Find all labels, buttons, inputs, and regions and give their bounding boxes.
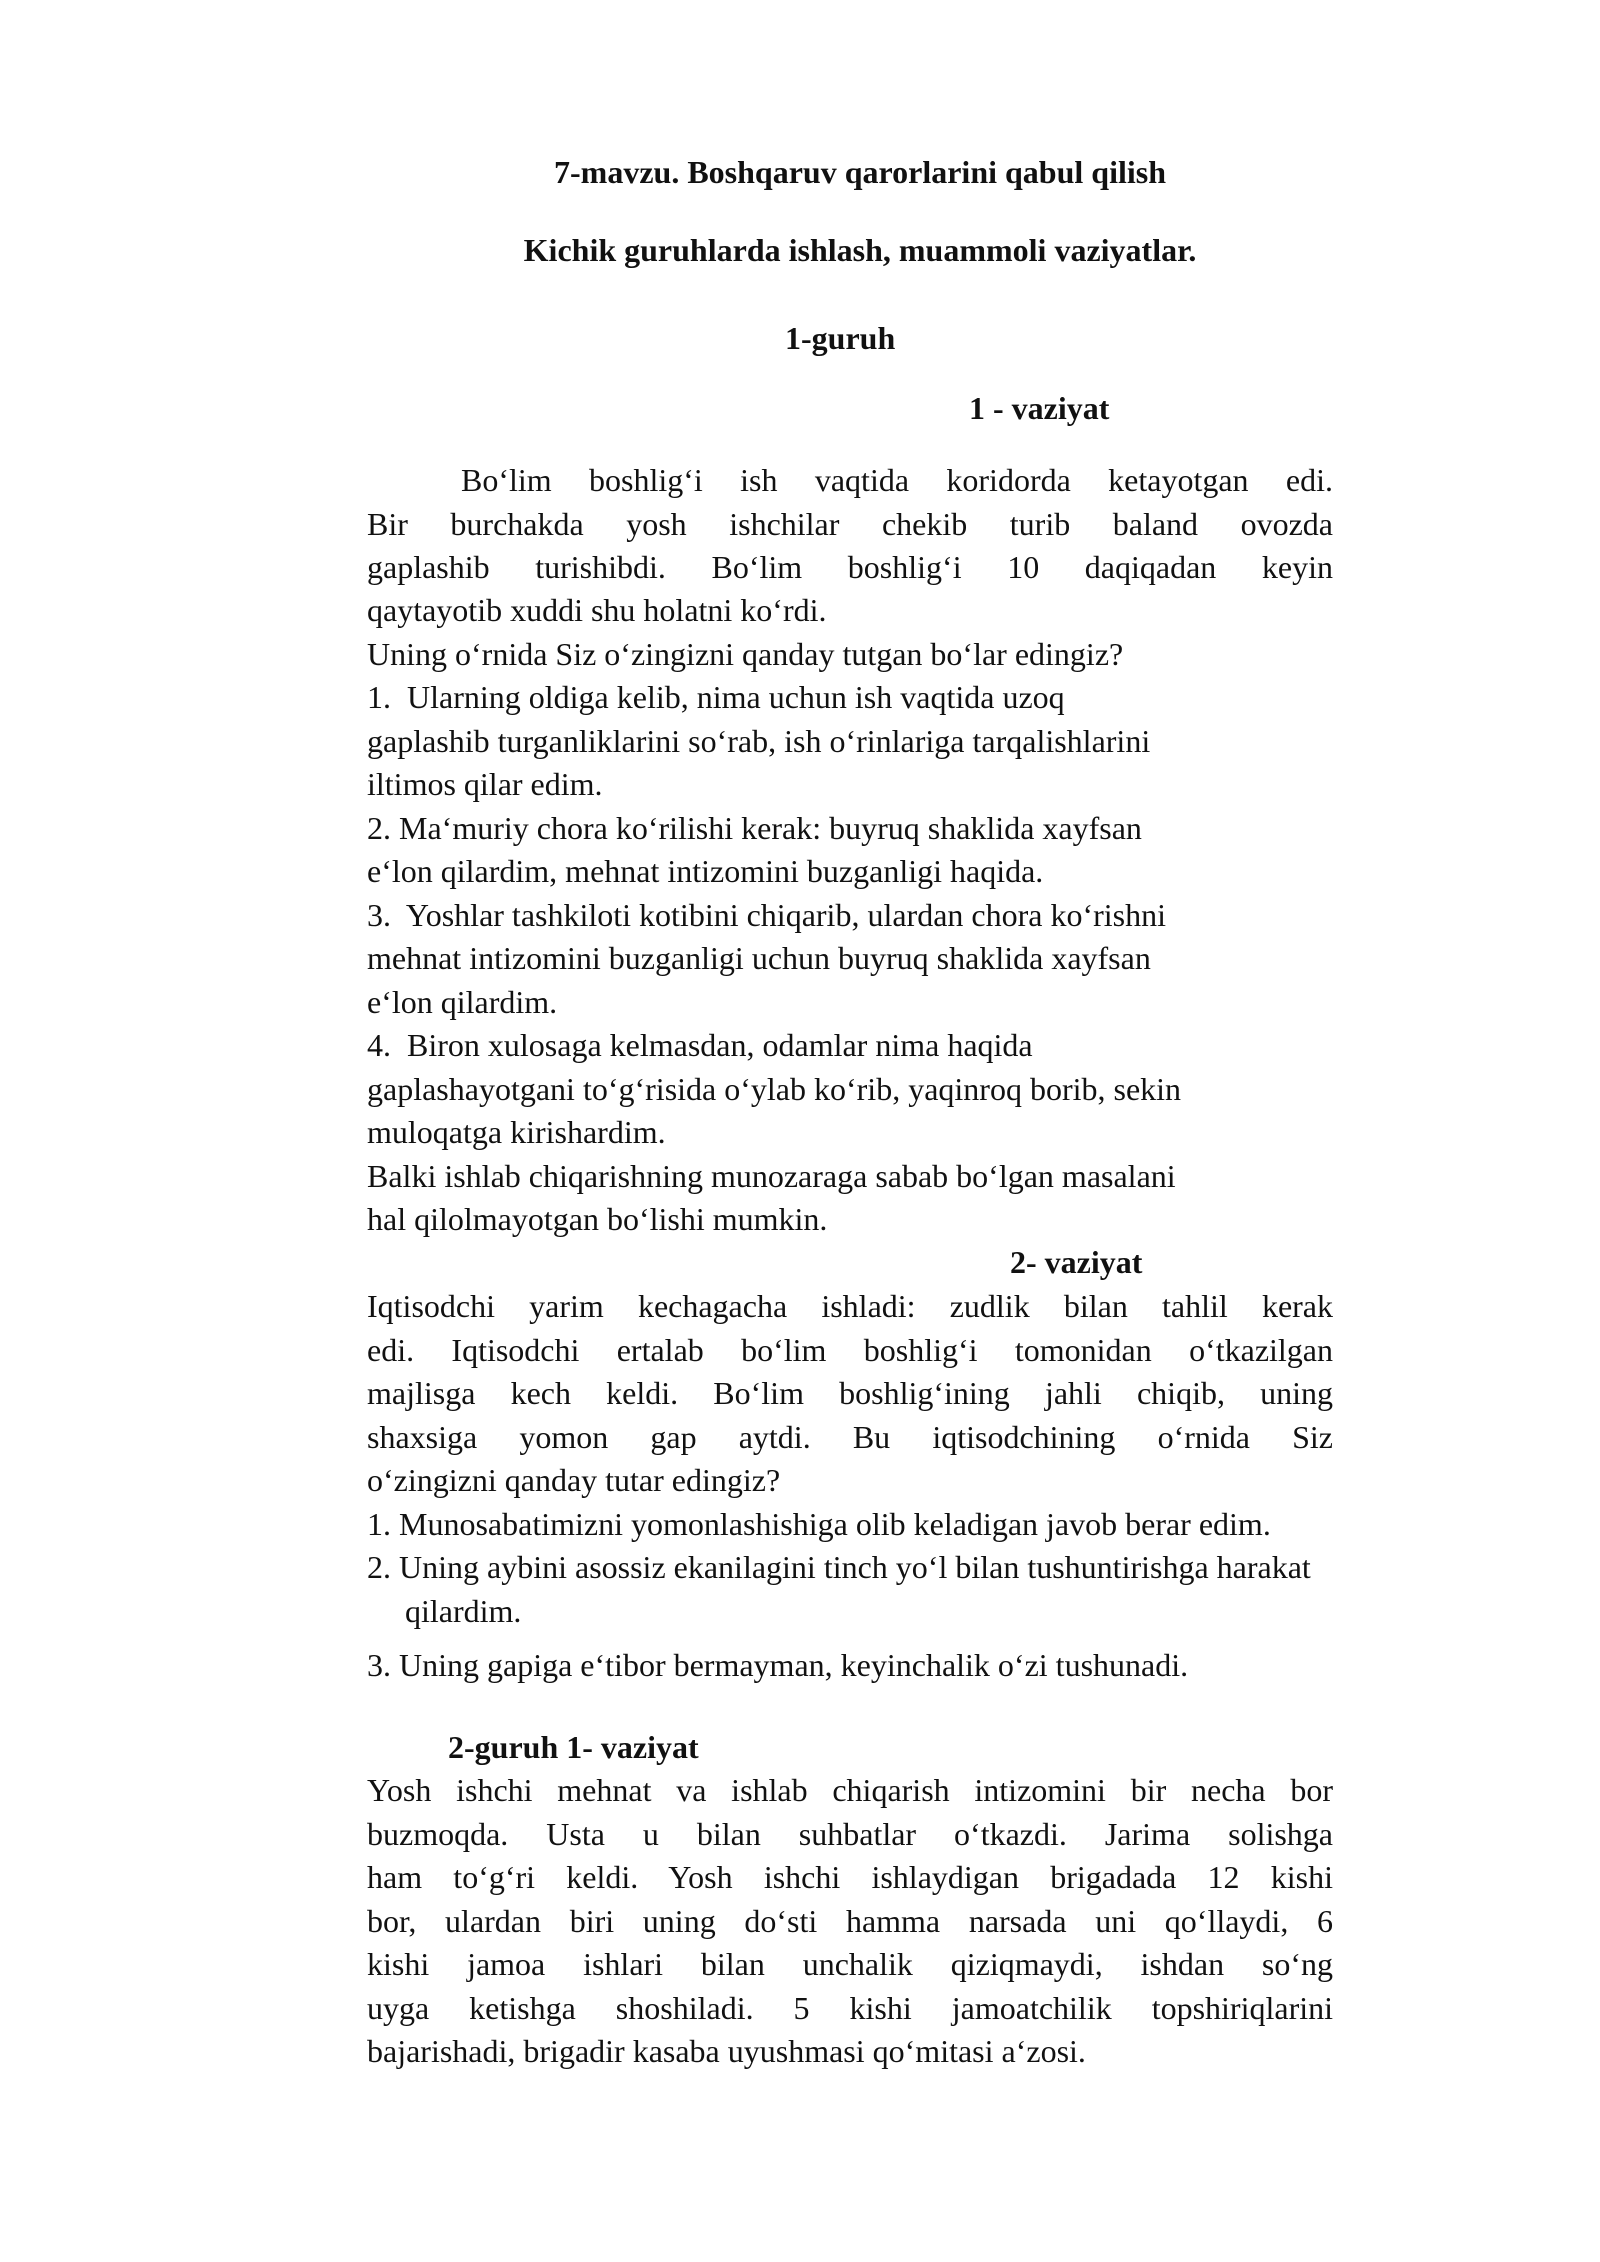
group1-heading: 1-guruh xyxy=(785,320,896,356)
situation2-option: 1. Munosabatimizni yomonlashishiga olib keladigan javob berar edim. xyxy=(367,1506,1271,1542)
situation1-line: Balki ishlab chiqarishning munozaraga sabab bo‘lgan masalani xyxy=(367,1158,1176,1194)
group2-heading: 2-guruh 1- vaziyat xyxy=(448,1729,699,1765)
page-subtitle: Kichik guruhlarda ishlash, muammoli vaziyatlar. xyxy=(523,232,1197,268)
situation1-option: e‘lon qilardim. xyxy=(367,984,558,1020)
group2-line: buzmoqda. Usta u bilan suhbatlar o‘tkazdi. Jarima solishga xyxy=(367,1816,1333,1852)
page-title: 7-mavzu. Boshqaruv qarorlarini qabul qilish xyxy=(554,154,1166,190)
situation2-line: majlisga kech keldi. Bo‘lim boshlig‘ining jahli chiqib, uning xyxy=(367,1375,1333,1411)
group2-line: Yosh ishchi mehnat va ishlab chiqarish intizomini bir necha bor xyxy=(367,1772,1333,1808)
situation1-question: Uning o‘rnida Siz o‘zingizni qanday tutgan bo‘lar edingiz? xyxy=(367,636,1124,672)
group2-line: kishi jamoa ishlari bilan unchalik qiziqmaydi, ishdan so‘ng xyxy=(367,1946,1333,1982)
situation1-line: Bo‘lim boshlig‘i ish vaqtida koridorda ketayotgan edi. xyxy=(461,462,1333,498)
situation2-option: qilardim. xyxy=(405,1593,522,1629)
situation2-line: shaxsiga yomon gap aytdi. Bu iqtisodchining o‘rnida Siz xyxy=(367,1419,1333,1455)
situation2-heading: 2- vaziyat xyxy=(1010,1244,1143,1280)
situation1-option: 2. Ma‘muriy chora ko‘rilishi kerak: buyruq shaklida xayfsan xyxy=(367,810,1142,846)
situation2-line: edi. Iqtisodchi ertalab bo‘lim boshlig‘i tomonidan o‘tkazilgan xyxy=(367,1332,1333,1368)
group2-line: uyga ketishga shoshiladi. 5 kishi jamoatchilik topshiriqlarini xyxy=(367,1990,1333,2026)
situation1-line: gaplashib turishibdi. Bo‘lim boshlig‘i 10 daqiqadan keyin xyxy=(367,549,1333,585)
situation1-option: gaplashayotgani to‘g‘risida o‘ylab ko‘rib, yaqinroq borib, sekin xyxy=(367,1071,1182,1107)
situation1-option: muloqatga kirishardim. xyxy=(367,1114,666,1150)
situation1-option: 4. Biron xulosaga kelmasdan, odamlar nima haqida xyxy=(367,1027,1033,1063)
situation1-line: Bir burchakda yosh ishchilar chekib turib baland ovozda xyxy=(367,506,1333,542)
situation1-option: e‘lon qilardim, mehnat intizomini buzganligi haqida. xyxy=(367,853,1044,889)
situation2-line: o‘zingizni qanday tutar edingiz? xyxy=(367,1462,781,1498)
situation1-option: mehnat intizomini buzganligi uchun buyruq shaklida xayfsan xyxy=(367,940,1151,976)
situation1-line: qaytayotib xuddi shu holatni ko‘rdi. xyxy=(367,592,827,628)
situation1-line: hal qilolmayotgan bo‘lishi mumkin. xyxy=(367,1201,828,1237)
group2-line: bajarishadi, brigadir kasaba uyushmasi qo‘mitasi a‘zosi. xyxy=(367,2033,1086,2069)
situation1-option: 3. Yoshlar tashkiloti kotibini chiqarib, ulardan chora ko‘rishni xyxy=(367,897,1166,933)
group2-line: ham to‘g‘ri keldi. Yosh ishchi ishlaydigan brigadada 12 kishi xyxy=(367,1859,1333,1895)
situation2-line: Iqtisodchi yarim kechagacha ishladi: zudlik bilan tahlil kerak xyxy=(367,1288,1333,1324)
situation1-option: iltimos qilar edim. xyxy=(367,766,603,802)
situation1-heading: 1 - vaziyat xyxy=(969,390,1110,426)
situation2-option: 3. Uning gapiga e‘tibor bermayman, keyinchalik o‘zi tushunadi. xyxy=(367,1647,1189,1683)
situation1-option: 1. Ularning oldiga kelib, nima uchun ish vaqtida uzoq xyxy=(367,679,1065,715)
group2-line: bor, ulardan biri uning do‘sti hamma narsada uni qo‘llaydi, 6 xyxy=(367,1903,1333,1939)
situation2-option: 2. Uning aybini asossiz ekanilagini tinch yo‘l bilan tushuntirishga harakat xyxy=(367,1549,1311,1585)
situation1-option: gaplashib turganliklarini so‘rab, ish o‘rinlariga tarqalishlarini xyxy=(367,723,1151,759)
